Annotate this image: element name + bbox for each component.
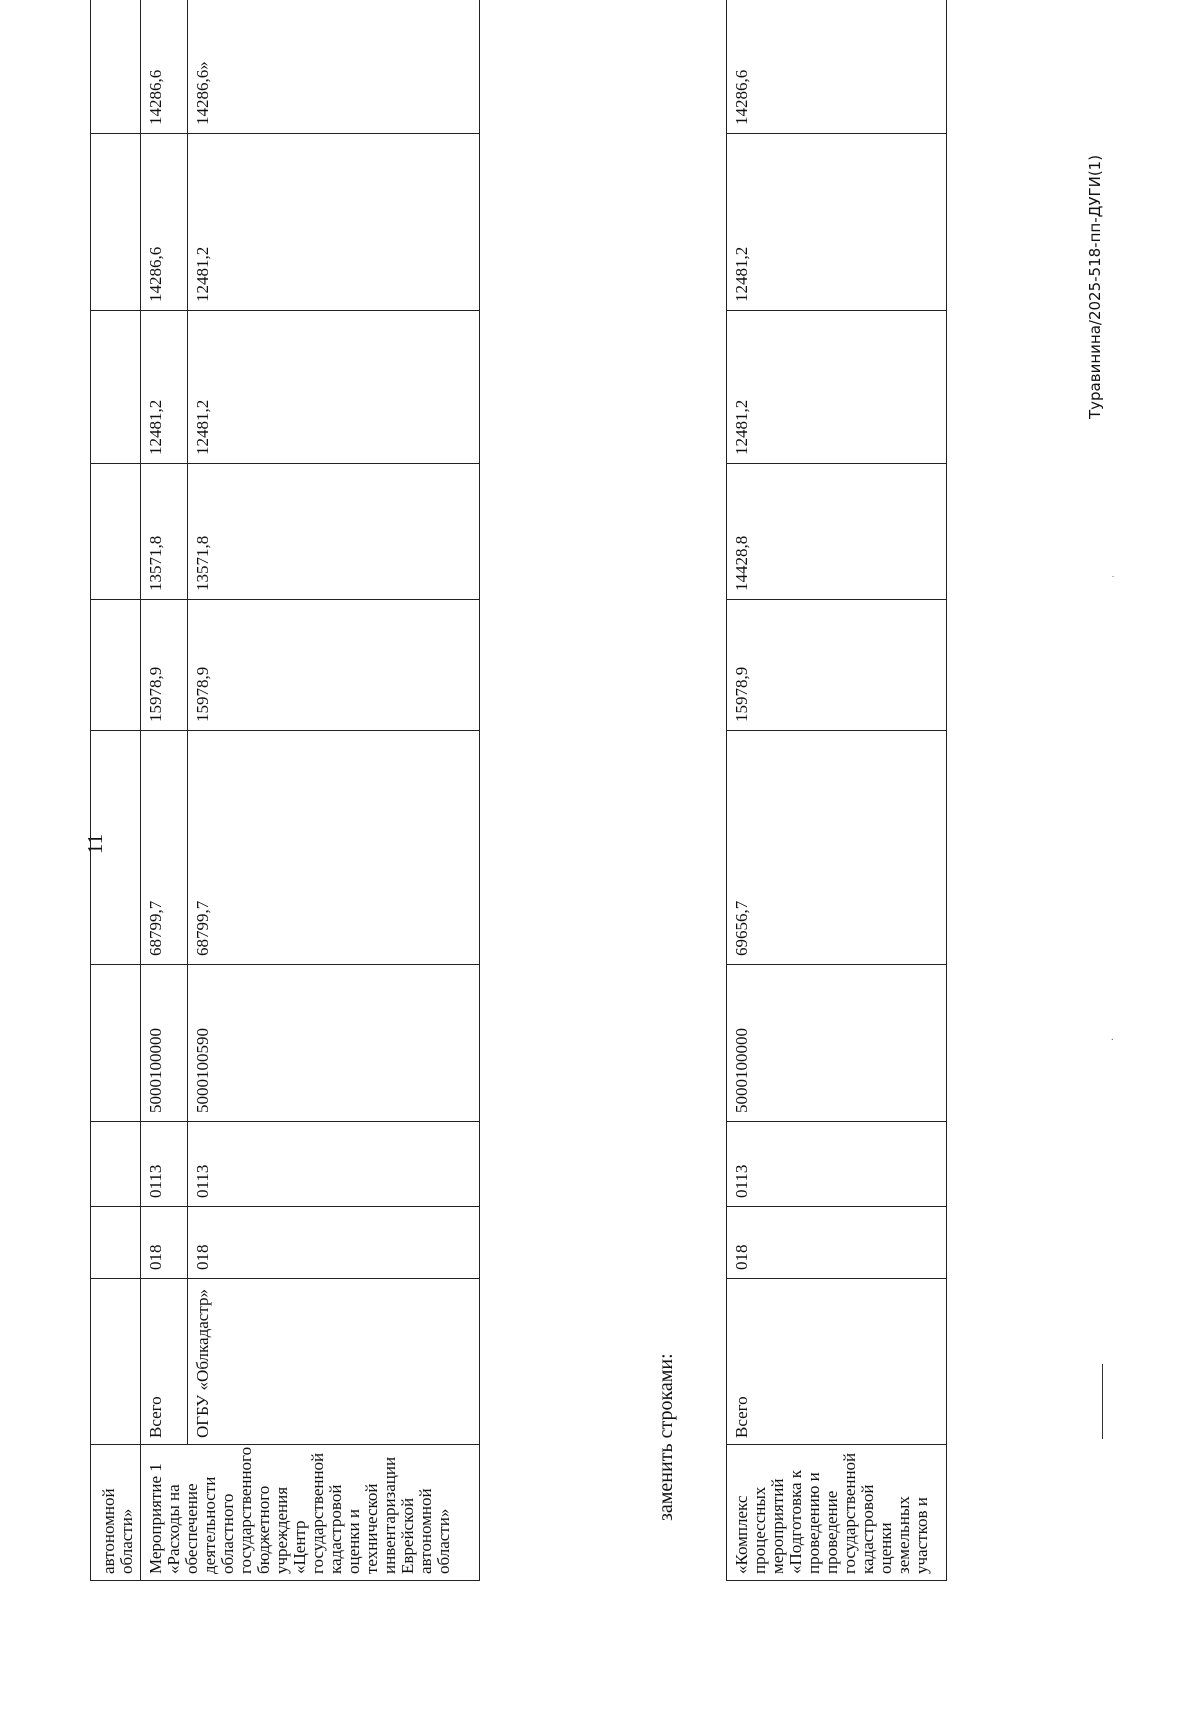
table-cell xyxy=(91,134,141,311)
scan-mark: ˙ xyxy=(1112,574,1123,579)
table-cell xyxy=(91,1207,141,1279)
table-row xyxy=(188,0,480,1581)
replace-instruction: заменить строками: xyxy=(655,1353,677,1521)
year-value-cell: 14286,6 xyxy=(141,134,188,311)
scan-mark: · xyxy=(1108,1037,1119,1041)
table-cell xyxy=(91,965,141,1122)
csr-cell: 5000100000 xyxy=(141,965,188,1122)
grbs-cell: 018 xyxy=(188,1207,480,1279)
table-cell xyxy=(91,464,141,600)
year-value-cell: 15978,9 xyxy=(141,600,188,731)
csr-cell: 5000100000 xyxy=(727,965,947,1122)
table-cell xyxy=(91,0,141,134)
csr-cell: 5000100590 xyxy=(188,965,480,1122)
year-value-cell: 12481,2 xyxy=(188,134,480,311)
year-value-cell: 12481,2 xyxy=(727,134,947,311)
table-cell xyxy=(91,1122,141,1207)
table-cell xyxy=(91,600,141,731)
grbs-cell: 018 xyxy=(141,1207,188,1279)
budget-table-replacement xyxy=(726,0,947,1581)
table-cell xyxy=(91,311,141,464)
table-cell: автономной области» xyxy=(91,1445,141,1581)
table-cell xyxy=(91,1279,141,1445)
year-value-cell: 14286,6 xyxy=(727,0,947,134)
year-value-cell: 12481,2 xyxy=(727,311,947,464)
budget-table-original xyxy=(90,0,480,1581)
signature-line xyxy=(1102,1364,1103,1439)
complex-name-cell: «Комплекс процессных мероприятий «Подготовка к проведению и проведение государственной кадастровой оценки земельных участков и xyxy=(727,1445,947,1581)
year-value-cell: 15978,9 xyxy=(727,600,947,731)
rzpr-cell: 0113 xyxy=(141,1122,188,1207)
executor-cell: ОГБУ «Облкадастр» xyxy=(188,1279,480,1445)
year-value-cell: 13571,8 xyxy=(188,464,480,600)
year-value-cell: 12481,2 xyxy=(141,311,188,464)
table-row xyxy=(91,0,141,1581)
year-value-cell: 13571,8 xyxy=(141,464,188,600)
total-cell: 69656,7 xyxy=(727,731,947,965)
activity-name-cell: Мероприятие 1 «Расходы на обеспечение деятельности областного государственного бюджетного учреждения «Центр государственной кадастровой оценки и технической инвентаризации Еврейской автономной области» xyxy=(141,1445,480,1581)
page-number: 11 xyxy=(83,833,107,855)
year-value-cell: 14286,6» xyxy=(188,0,480,134)
total-cell: 68799,7 xyxy=(141,731,188,965)
total-cell: 68799,7 xyxy=(188,731,480,965)
executor-cell: Всего xyxy=(141,1279,188,1445)
year-value-cell: 15978,9 xyxy=(188,600,480,731)
grbs-cell: 018 xyxy=(727,1207,947,1279)
year-value-cell: 14286,6 xyxy=(141,0,188,134)
table-cell xyxy=(91,731,141,965)
table-row xyxy=(727,0,947,1581)
year-value-cell: 14428,8 xyxy=(727,464,947,600)
executor-cell: Всего xyxy=(727,1279,947,1445)
year-value-cell: 12481,2 xyxy=(188,311,480,464)
document-id: Туравинина/2025-518-пп-ДУГИ(1) xyxy=(1086,154,1104,419)
table-row xyxy=(141,0,188,1581)
rzpr-cell: 0113 xyxy=(188,1122,480,1207)
rzpr-cell: 0113 xyxy=(727,1122,947,1207)
